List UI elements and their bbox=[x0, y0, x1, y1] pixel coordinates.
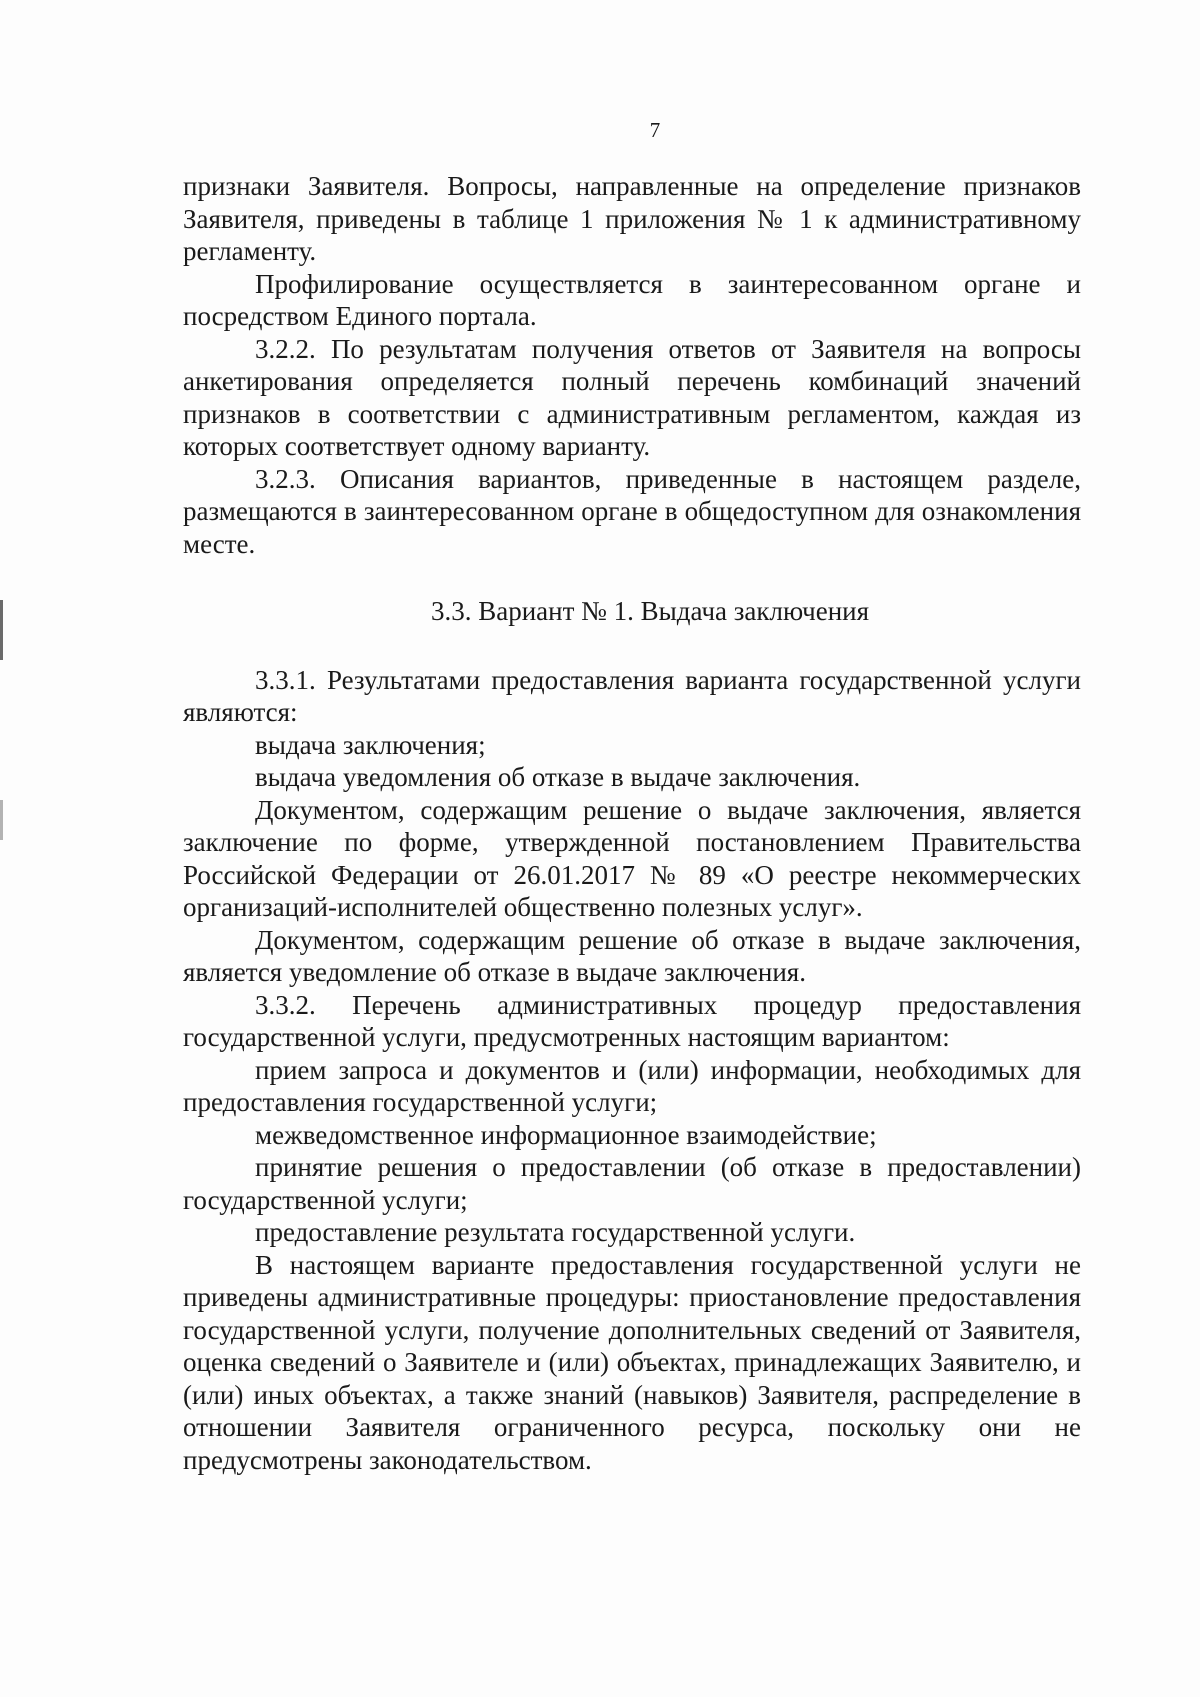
paragraph: 3.2.2. По результатам получения ответов от Заявителя на вопросы анкетирования определяется полный перечень комбинаций значений признаков в соответствии с административным регламентом, каждая из которых соответствует одному варианту. bbox=[183, 333, 1081, 461]
paragraph: предоставление результата государственной услуги. bbox=[255, 1217, 856, 1247]
paragraph: 3.3.1. Результатами предоставления варианта государственной услуги являются: bbox=[183, 664, 1081, 727]
paragraph: В настоящем варианте предоставления государственной услуги не приведены административные процедуры: приостановление предоставления государственной услуги, получение дополнительных сведений от Заявителя, оценка сведений о Заявителе и (или) объектах, принадлежащих Заявителю, и (или) иных объектах, а также знаний (навыков) Заявителя, распределение в отношении Заявителя ограниченного ресурса, поскольку они не предусмотрены законодательством. bbox=[183, 1249, 1081, 1475]
document-body bbox=[183, 170, 1081, 1476]
paragraph: 3.3.2. Перечень административных процедур предоставления государственной услуги, предусмотренных настоящим вариантом: bbox=[183, 989, 1081, 1052]
paragraph: 3.2.3. Описания вариантов, приведенные в настоящем разделе, размещаются в заинтересованном органе в общедоступном для ознакомления месте. bbox=[183, 463, 1081, 559]
paragraph: Документом, содержащим решение об отказе в выдаче заключения, является уведомление об отказе в выдаче заключения. bbox=[183, 924, 1081, 987]
section-heading: 3.3. Вариант № 1. Выдача заключения bbox=[430, 596, 870, 626]
paragraph: Документом, содержащим решение о выдаче заключения, является заключение по форме, утвержденной постановлением Правительства Российской Федерации от 26.01.2017 № 89 «О реестре некоммерческих организаций-исполнителей общественно полезных услуг». bbox=[183, 794, 1081, 922]
page-number: 7 bbox=[649, 118, 661, 142]
paragraph: выдача заключения; bbox=[255, 729, 486, 760]
paragraph: межведомственное информационное взаимодействие; bbox=[255, 1119, 877, 1150]
paragraph: принятие решения о предоставлении (об отказе в предоставлении) государственной услуги; bbox=[183, 1152, 1081, 1215]
scan-edge-mark bbox=[0, 800, 3, 840]
paragraph: Профилирование осуществляется в заинтересованном органе и посредством Единого портала. bbox=[183, 268, 1081, 331]
scan-edge-mark bbox=[0, 600, 3, 660]
paragraphs-before-heading bbox=[183, 170, 1081, 560]
paragraph: признаки Заявителя. Вопросы, направленные на определение признаков Заявителя, приведены в таблице 1 приложения № 1 к административному регламенту. bbox=[183, 171, 1081, 266]
paragraph: выдача уведомления об отказе в выдаче заключения. bbox=[255, 762, 861, 792]
paragraph: прием запроса и документов и (или) информации, необходимых для предоставления государственной услуги; bbox=[183, 1054, 1081, 1117]
paragraphs-after-heading bbox=[183, 664, 1081, 1477]
